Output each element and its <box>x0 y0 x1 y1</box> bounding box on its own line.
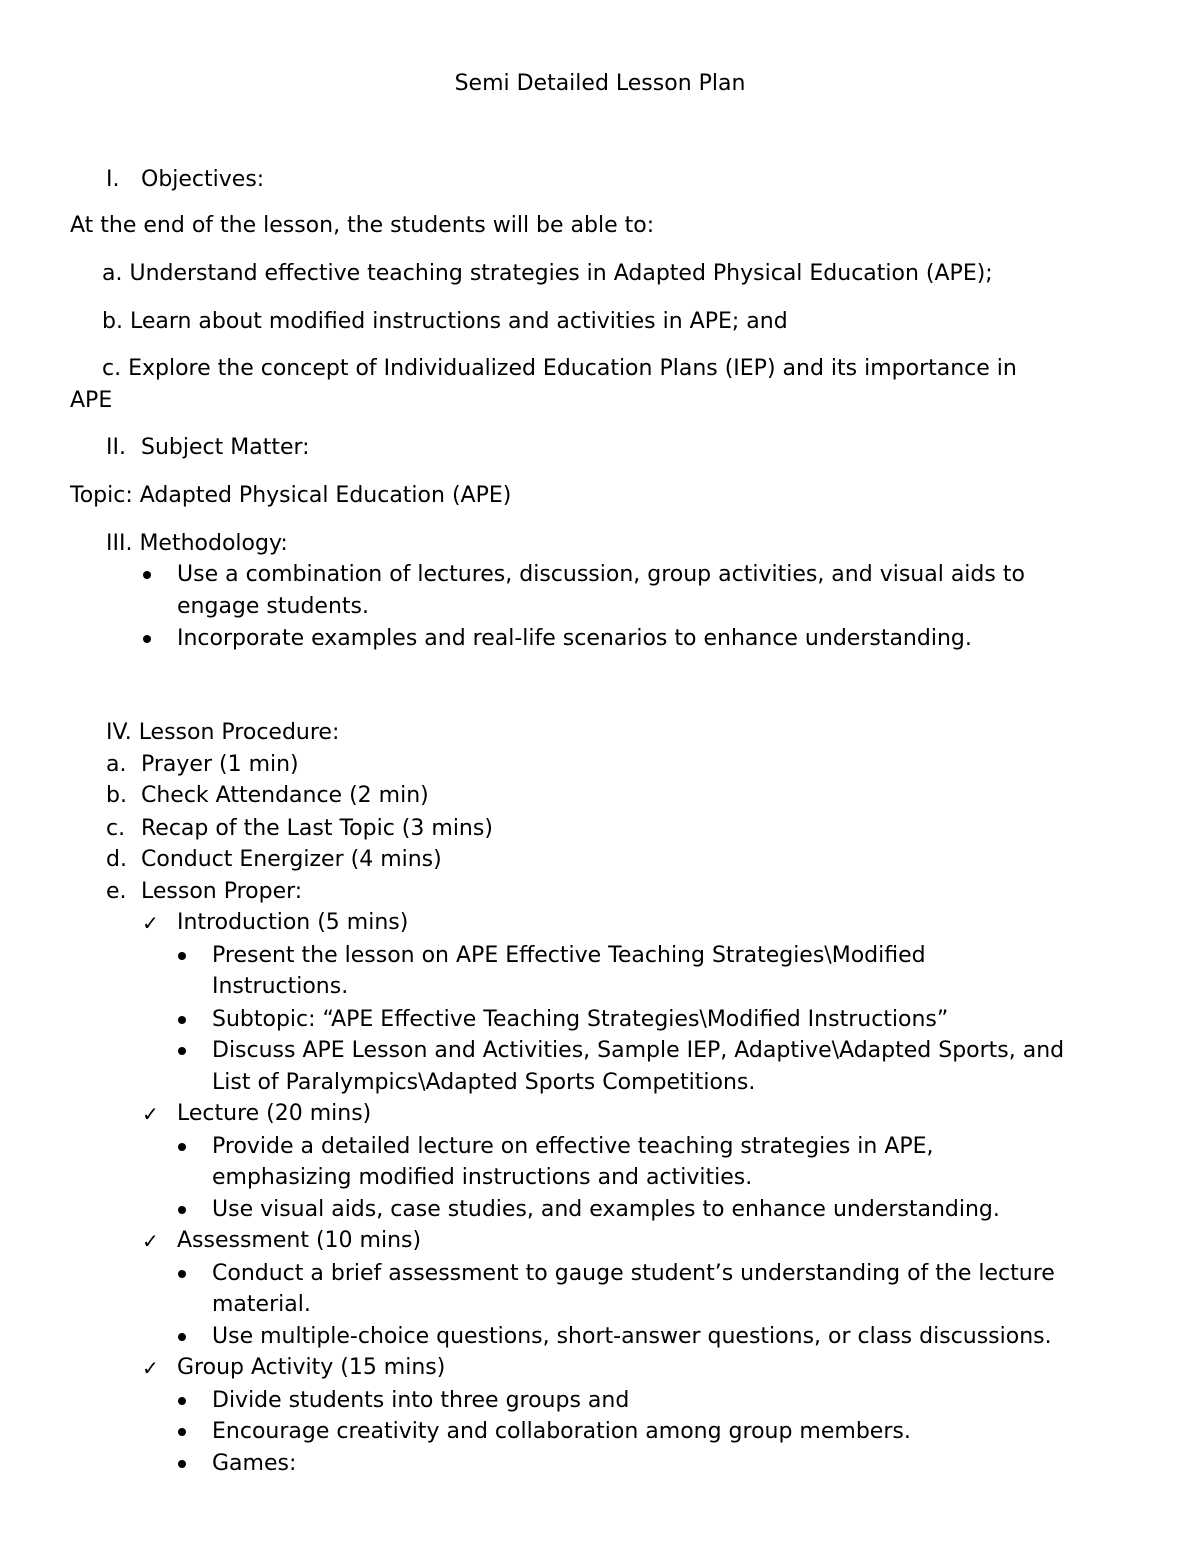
introduction-line: Subtopic: “APE Effective Teaching Strategies\Modified Instructions” <box>212 1007 949 1032</box>
step-letter-d: d. <box>106 847 127 872</box>
assessment-line: Conduct a brief assessment to gauge student’s understanding of the lecture <box>212 1261 1055 1286</box>
procedure-heading: IV. Lesson Procedure: <box>106 720 340 745</box>
methodology-bullet-2: Incorporate examples and real-life scenarios to enhance understanding. <box>177 626 972 651</box>
group-activity-line: Games: <box>212 1451 297 1476</box>
lecture-line: emphasizing modified instructions and activities. <box>212 1165 753 1190</box>
bullet-icon <box>178 1397 186 1405</box>
introduction-line: Discuss APE Lesson and Activities, Sample IEP, Adaptive\Adapted Sports, and <box>212 1038 1065 1063</box>
bullet-icon <box>178 1428 186 1436</box>
lecture-line: Use visual aids, case studies, and examples to enhance understanding. <box>212 1197 1000 1222</box>
group-activity-line: Encourage creativity and collaboration among group members. <box>212 1419 911 1444</box>
bullet-icon <box>178 1333 186 1341</box>
bullet-icon <box>178 1016 186 1024</box>
assessment-line: Use multiple-choice questions, short-answer questions, or class discussions. <box>212 1324 1052 1349</box>
subject-matter-heading: Subject Matter: <box>141 435 310 460</box>
objective-item-a: a. Understand effective teaching strategies in Adapted Physical Education (APE); <box>102 261 993 286</box>
check-mark-icon: ✓ <box>142 1229 159 1253</box>
document-title: Semi Detailed Lesson Plan <box>454 71 746 96</box>
step-letter-b: b. <box>106 783 127 808</box>
bullet-icon <box>178 952 186 960</box>
group-activity-line: Divide students into three groups and <box>212 1388 630 1413</box>
step-lesson-proper: Lesson Proper: <box>141 879 303 904</box>
step-energizer: Conduct Energizer (4 mins) <box>141 847 442 872</box>
assessment-line: material. <box>212 1292 311 1317</box>
subject-topic: Topic: Adapted Physical Education (APE) <box>70 483 512 508</box>
step-letter-a: a. <box>106 752 127 777</box>
objective-item-c-continued: APE <box>70 388 113 413</box>
step-letter-c: c. <box>106 816 126 841</box>
check-mark-icon: ✓ <box>142 911 159 935</box>
step-prayer: Prayer (1 min) <box>141 752 299 777</box>
introduction-line: Present the lesson on APE Effective Teaching Strategies\Modified <box>212 943 926 968</box>
step-recap: Recap of the Last Topic (3 mins) <box>141 816 493 841</box>
phase-introduction-title: Introduction (5 mins) <box>177 910 409 935</box>
methodology-bullet-1-continued: engage students. <box>177 594 369 619</box>
bullet-icon <box>178 1460 186 1468</box>
objective-item-c: c. Explore the concept of Individualized Education Plans (IEP) and its importance in <box>102 356 1017 381</box>
introduction-line: Instructions. <box>212 974 349 999</box>
bullet-icon <box>178 1206 186 1214</box>
objective-item-b: b. Learn about modified instructions and activities in APE; and <box>102 309 788 334</box>
lecture-line: Provide a detailed lecture on effective teaching strategies in APE, <box>212 1134 934 1159</box>
methodology-bullet-1: Use a combination of lectures, discussion, group activities, and visual aids to <box>177 562 1025 587</box>
bullet-icon <box>178 1047 186 1055</box>
bullet-icon <box>178 1270 186 1278</box>
objectives-heading: Objectives: <box>141 167 265 192</box>
phase-assessment-title: Assessment (10 mins) <box>177 1228 422 1253</box>
step-letter-e: e. <box>106 879 127 904</box>
methodology-heading: III. Methodology: <box>106 531 288 556</box>
phase-lecture-title: Lecture (20 mins) <box>177 1101 372 1126</box>
bullet-icon <box>143 571 151 579</box>
bullet-icon <box>143 635 151 643</box>
introduction-line: List of Paralympics\Adapted Sports Competitions. <box>212 1070 756 1095</box>
check-mark-icon: ✓ <box>142 1356 159 1380</box>
bullet-icon <box>178 1143 186 1151</box>
check-mark-icon: ✓ <box>142 1102 159 1126</box>
step-attendance: Check Attendance (2 min) <box>141 783 429 808</box>
objectives-intro: At the end of the lesson, the students will be able to: <box>70 213 655 238</box>
section-numeral-1: I. <box>106 167 120 192</box>
phase-group-activity-title: Group Activity (15 mins) <box>177 1355 446 1380</box>
section-numeral-2: II. <box>106 435 126 460</box>
